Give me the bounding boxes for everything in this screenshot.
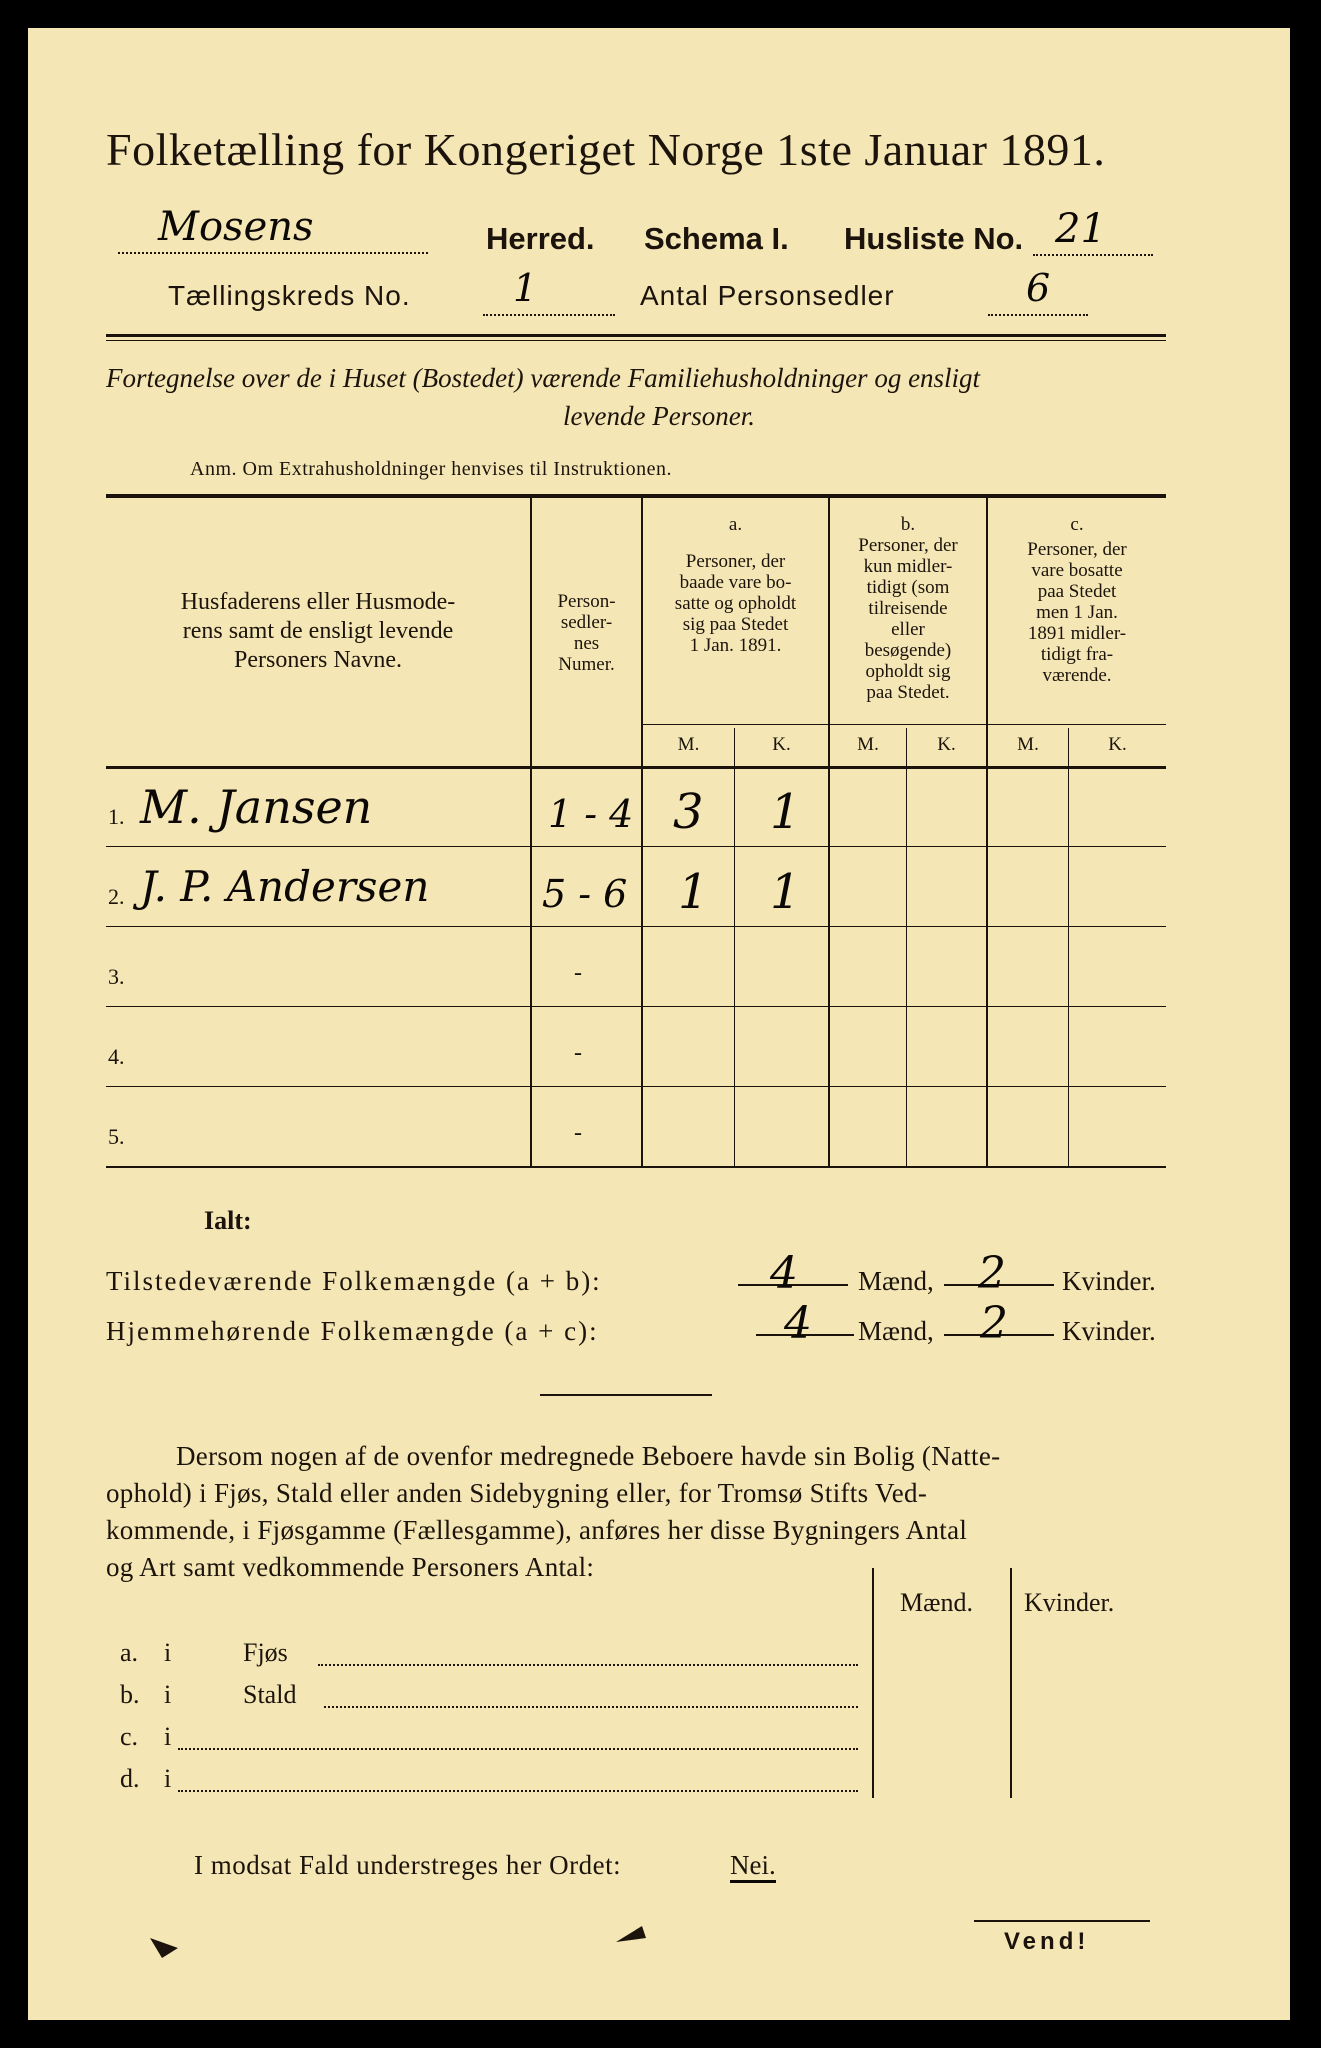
vend-rule [974, 1920, 1150, 1922]
tilstede-women-value: 2 [978, 1248, 1006, 1299]
tilstede-label: Tilstedeværende Folkemængde (a + b): [106, 1266, 602, 1296]
nei-word: Nei. [730, 1850, 776, 1883]
row-line [106, 1006, 1166, 1007]
row-number: 1. [108, 804, 125, 829]
husliste-field [1033, 206, 1153, 256]
antal-field [988, 266, 1088, 316]
intro-line-1: Fortegnelse over de i Huset (Bostedet) værende Familiehusholdninger og ensligt [106, 363, 981, 393]
item-letter: c. [120, 1722, 139, 1751]
item-label-stald: Stald [243, 1680, 297, 1709]
mk-rule [641, 724, 1166, 725]
husliste-label: Husliste No. [844, 221, 1024, 256]
row-numer: 1 - 4 [548, 792, 634, 836]
item-i: i [164, 1680, 172, 1709]
herred-field [118, 204, 428, 254]
row-line [106, 846, 1166, 847]
row-numer: 5 - 6 [542, 872, 628, 916]
b-m-label: M. [857, 734, 879, 755]
row-number: 3. [108, 964, 125, 989]
herred-value: Mosens [158, 204, 314, 250]
table-header-rule [106, 766, 1166, 769]
hjemme-label: Hjemmehørende Folkemængde (a + c): [106, 1316, 599, 1346]
row-a-k: 1 [770, 784, 801, 840]
item-i: i [164, 1722, 172, 1751]
hjemme-maend: Mænd, [858, 1316, 934, 1346]
item-letter: a. [120, 1638, 139, 1667]
tilstede-kvinder: Kvinder. [1062, 1266, 1156, 1296]
row-number: 2. [108, 884, 125, 909]
antal-label: Antal Personsedler [640, 280, 895, 311]
modsat-text: I modsat Fald understreges her Ordet: [194, 1850, 622, 1880]
item-i: i [164, 1638, 172, 1667]
col-header-a: a. Personer, der baade vare bo- satte og opholdt sig paa Stedet 1 Jan. 1891. [674, 514, 797, 656]
item-dots [318, 1664, 858, 1666]
col-header-numer: Person- sedler- nes Numer. [557, 591, 616, 675]
col-divider-thin [1068, 728, 1069, 1166]
item-dots [178, 1790, 858, 1792]
hjemme-men-value: 4 [784, 1298, 812, 1349]
item-dots [178, 1748, 858, 1750]
antal-value: 6 [1026, 266, 1051, 310]
a-k-label: K. [772, 734, 791, 755]
row-numer: - [574, 1120, 582, 1146]
col-header-name: Husfaderens eller Husmode- rens samt de ensligt levende Personers Navne. [180, 589, 456, 673]
schema-label: Schema I. [644, 221, 789, 256]
a-m-label: M. [677, 734, 700, 755]
herred-label: Herred. [486, 221, 595, 256]
census-form [28, 28, 1290, 2020]
intro-line-2: levende Personer. [563, 401, 755, 431]
husliste-value: 21 [1055, 206, 1106, 252]
item-dots [324, 1706, 858, 1708]
ink-mark-icon [612, 1920, 652, 1950]
kreds-value: 1 [513, 266, 538, 310]
hjemme-women-value: 2 [980, 1298, 1008, 1349]
buildings-maend-header: Mænd. [900, 1588, 973, 1617]
buildings-paragraph: Dersom nogen af de ovenfor medregnede Beboere havde sin Bolig (Natte- ophold) i Fjøs, Stald eller anden Sidebygning eller, for Tromsø Stifts Ved- kommende, i Fjøsgamme (Fællesgamme), anføres her disse Bygningers Antal og Art samt vedkommende Personers Antal: [106, 1441, 1001, 1582]
row-a-k: 1 [770, 864, 801, 920]
table-top-rule [106, 494, 1166, 498]
ialt-label: Ialt: [204, 1206, 252, 1235]
row-line [106, 1086, 1166, 1087]
buildings-col-divider [872, 1568, 874, 1798]
tilstede-men-value: 4 [770, 1248, 798, 1299]
form-title: Folketælling for Kongeriget Norge 1ste Januar 1891. [106, 124, 1106, 175]
hjemme-kvinder: Kvinder. [1062, 1316, 1156, 1346]
row-a-m: 3 [673, 784, 704, 840]
item-i: i [164, 1764, 172, 1793]
row-name: M. Jansen [140, 780, 373, 834]
c-m-label: M. [1017, 734, 1039, 755]
anm-note: Anm. Om Extrahusholdninger henvises til Instruktionen. [190, 458, 672, 480]
buildings-kvinder-header: Kvinder. [1024, 1588, 1115, 1617]
col-header-b: b. Personer, der kun midler- tidigt (som tilreisende eller besøgende) opholdt sig paa Stedet. [858, 514, 958, 703]
table-bottom-rule [106, 1166, 1166, 1168]
kreds-field [483, 266, 615, 316]
col-header-c: c. Personer, der vare bosatte paa Stedet men 1 Jan. 1891 midler- tidigt fra- værende. [1027, 514, 1127, 686]
b-k-label: K. [937, 734, 956, 755]
col-divider-thin [734, 728, 735, 1166]
row-numer: - [574, 960, 582, 986]
item-label-fjos: Fjøs [243, 1638, 288, 1667]
vend-label: Vend! [1004, 1928, 1090, 1955]
header-rule [106, 334, 1166, 337]
section-divider [540, 1394, 712, 1396]
buildings-col-divider [1010, 1568, 1012, 1798]
row-number: 4. [108, 1044, 125, 1069]
tilstede-maend: Mænd, [858, 1266, 934, 1296]
row-number: 5. [108, 1124, 125, 1149]
header-rule-thin [106, 340, 1166, 341]
row-line [106, 926, 1166, 927]
col-divider-thin [906, 728, 907, 1166]
item-letter: b. [120, 1680, 140, 1709]
c-k-label: K. [1108, 734, 1127, 755]
kreds-label: Tællingskreds No. [168, 280, 411, 311]
item-letter: d. [120, 1764, 140, 1793]
ink-mark-icon [148, 1930, 188, 1960]
row-numer: - [574, 1040, 582, 1066]
row-name: J. P. Andersen [140, 862, 430, 911]
row-a-m: 1 [678, 864, 709, 920]
